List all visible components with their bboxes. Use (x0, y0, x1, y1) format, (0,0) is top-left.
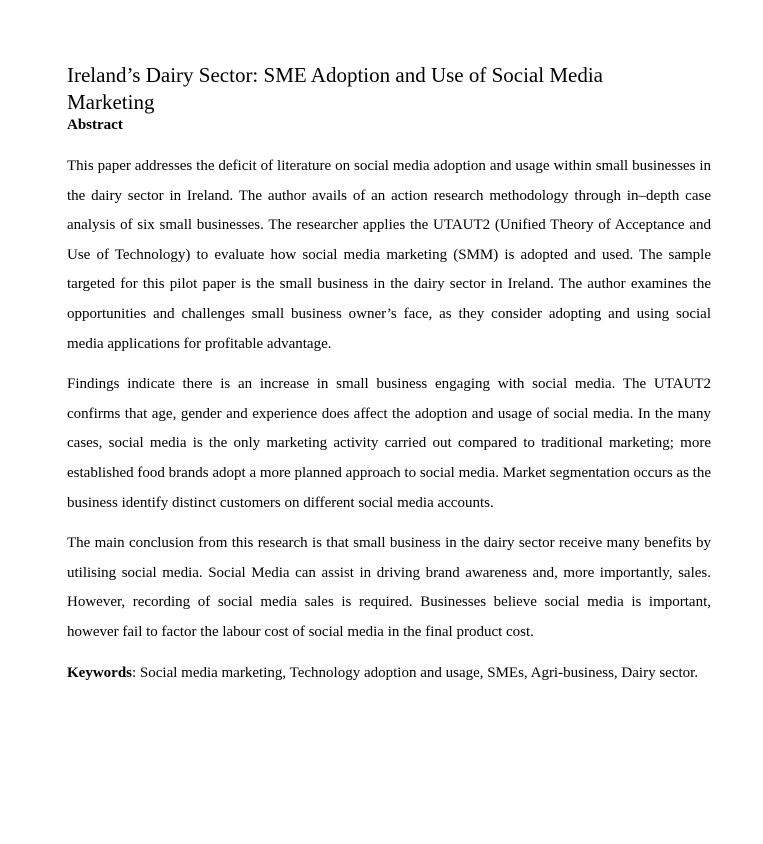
keywords-label: Keywords (67, 664, 132, 681)
paper-title: Ireland’s Dairy Sector: SME Adoption and Use of Social Media Marketing (67, 63, 603, 114)
abstract-paragraph-2: Findings indicate there is an increase in small business engaging with social media. The UTAUT2 confirms that age, gender and experience does affect the adoption and usage of social media. In the many cases, social media is the only marketing activity carried out compared to traditional marketing; more established food brands adopt a more planned approach to social media. Market segmentation occurs as the business identify distinct customers on different social media accounts. (67, 376, 711, 511)
paper-page (67, 62, 711, 699)
abstract-paragraph-1: This paper addresses the deficit of literature on social media adoption and usage within small businesses in the dairy sector in Ireland. The author avails of an action research methodology through in–depth case analysis of six small businesses. The researcher applies the UTAUT2 (Unified Theory of Acceptance and Use of Technology) to evaluate how social media marketing (SMM) is adopted and used. The sample targeted for this pilot paper is the small business in the dairy sector in Ireland. The author examines the opportunities and challenges small business owner’s face, as they consider adopting and using social media applications for profitable advantage. (67, 158, 711, 352)
keywords-paragraph (67, 659, 711, 689)
abstract-paragraph-3: The main conclusion from this research is that small business in the dairy sector receive many benefits by utilising social media. Social Media can assist in driving brand awareness and, more importantly, sales. However, recording of social media sales is required. Businesses believe social media is important, however fail to factor the labour cost of social media in the final product cost. (67, 535, 711, 640)
abstract-heading: Abstract (67, 117, 123, 133)
keywords-text: : Social media marketing, Technology adoption and usage, SMEs, Agri-business, Dairy sector. (132, 664, 699, 681)
